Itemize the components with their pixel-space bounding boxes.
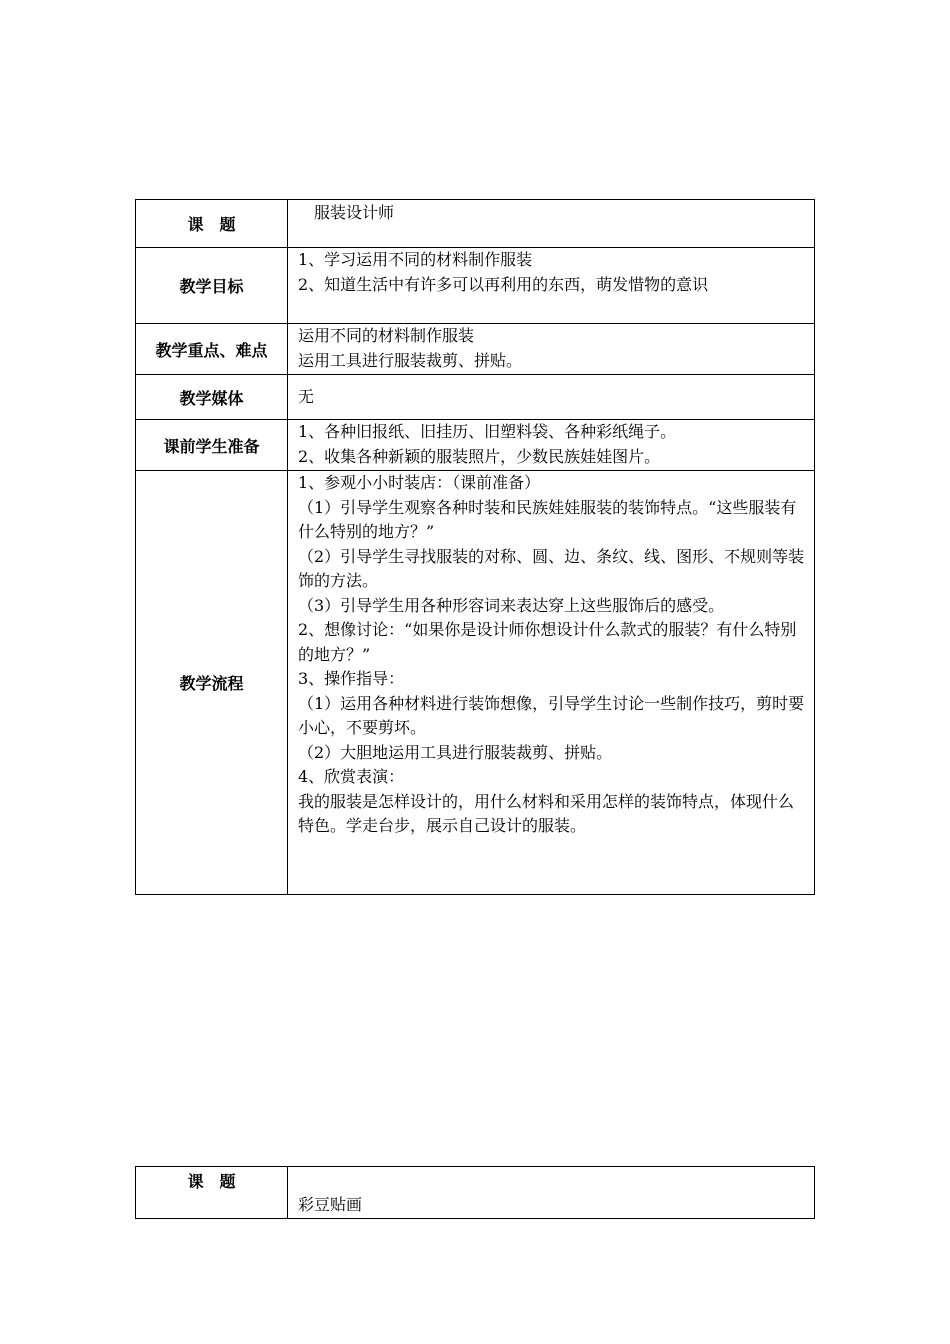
media-text: 无 xyxy=(298,386,315,406)
row-topic-2 xyxy=(136,1167,815,1219)
procedure-step-3: 3、操作指导： xyxy=(298,669,405,688)
procedure-step-3-1: （1）运用各种材料进行装饰想像，引导学生讨论一些制作技巧，剪时要小心，不要剪坏。 xyxy=(298,693,805,737)
procedure-step-1: 1、参观小小时装店：（课前准备） xyxy=(298,473,541,492)
media-value xyxy=(288,375,815,420)
label-media: 教学媒体 xyxy=(136,375,288,420)
row-media xyxy=(136,375,815,420)
label-preparation: 课前学生准备 xyxy=(136,420,288,471)
lesson-plan-table-2 xyxy=(135,1166,815,1219)
row-key-points xyxy=(136,324,815,375)
topic-value-2 xyxy=(288,1167,815,1219)
key-points-value xyxy=(288,324,815,375)
topic-text: 服装设计师 xyxy=(298,203,395,222)
label-topic-2: 课 题 xyxy=(136,1167,288,1219)
label-procedure: 教学流程 xyxy=(136,471,288,895)
lesson-plan-table xyxy=(135,199,815,895)
procedure-step-1-2: （2）引导学生寻找服装的对称、圆、边、条纹、线、图形、不规则等装饰的方法。 xyxy=(298,546,805,590)
procedure-step-4-text: 我的服装是怎样设计的，用什么材料和采用怎样的装饰特点，体现什么特色。学走台步，展示自己设计的服装。 xyxy=(298,791,795,835)
label-key-points: 教学重点、难点 xyxy=(136,324,288,375)
row-objectives xyxy=(136,248,815,324)
label-objectives: 教学目标 xyxy=(136,248,288,324)
preparation-value xyxy=(288,420,815,471)
topic-text-2: 彩豆贴画 xyxy=(298,1194,363,1214)
preparation-1: 1、各种旧报纸、旧挂历、旧塑料袋、各种彩纸绳子。 xyxy=(298,422,677,441)
procedure-step-1-1: （1）引导学生观察各种时装和民族娃娃服装的装饰特点。“这些服装有什么特别的地方？” xyxy=(298,497,797,541)
key-point-1: 运用不同的材料制作服装 xyxy=(298,326,475,345)
row-preparation xyxy=(136,420,815,471)
objectives-value xyxy=(288,248,815,324)
row-procedure xyxy=(136,471,815,895)
procedure-step-1-3: （3）引导学生用各种形容词来表达穿上这些服饰后的感受。 xyxy=(298,595,725,615)
procedure-step-2: 2、想像讨论：“如果你是设计师你想设计什么款式的服装？有什么特别的地方？” xyxy=(298,620,797,664)
label-topic: 课 题 xyxy=(136,200,288,248)
procedure-step-4: 4、欣赏表演： xyxy=(298,767,405,786)
procedure-step-3-2: （2）大胆地运用工具进行服装裁剪、拼贴。 xyxy=(298,742,613,762)
objective-1: 1、学习运用不同的材料制作服装 xyxy=(298,250,533,269)
topic-value xyxy=(288,200,815,248)
key-point-2: 运用工具进行服装裁剪、拼贴。 xyxy=(298,350,523,370)
preparation-2: 2、收集各种新颖的服装照片，少数民族娃娃图片。 xyxy=(298,446,661,466)
objective-2: 2、知道生活中有许多可以再利用的东西，萌发惜物的意识 xyxy=(298,274,709,294)
procedure-value xyxy=(288,471,815,895)
row-topic xyxy=(136,200,815,248)
